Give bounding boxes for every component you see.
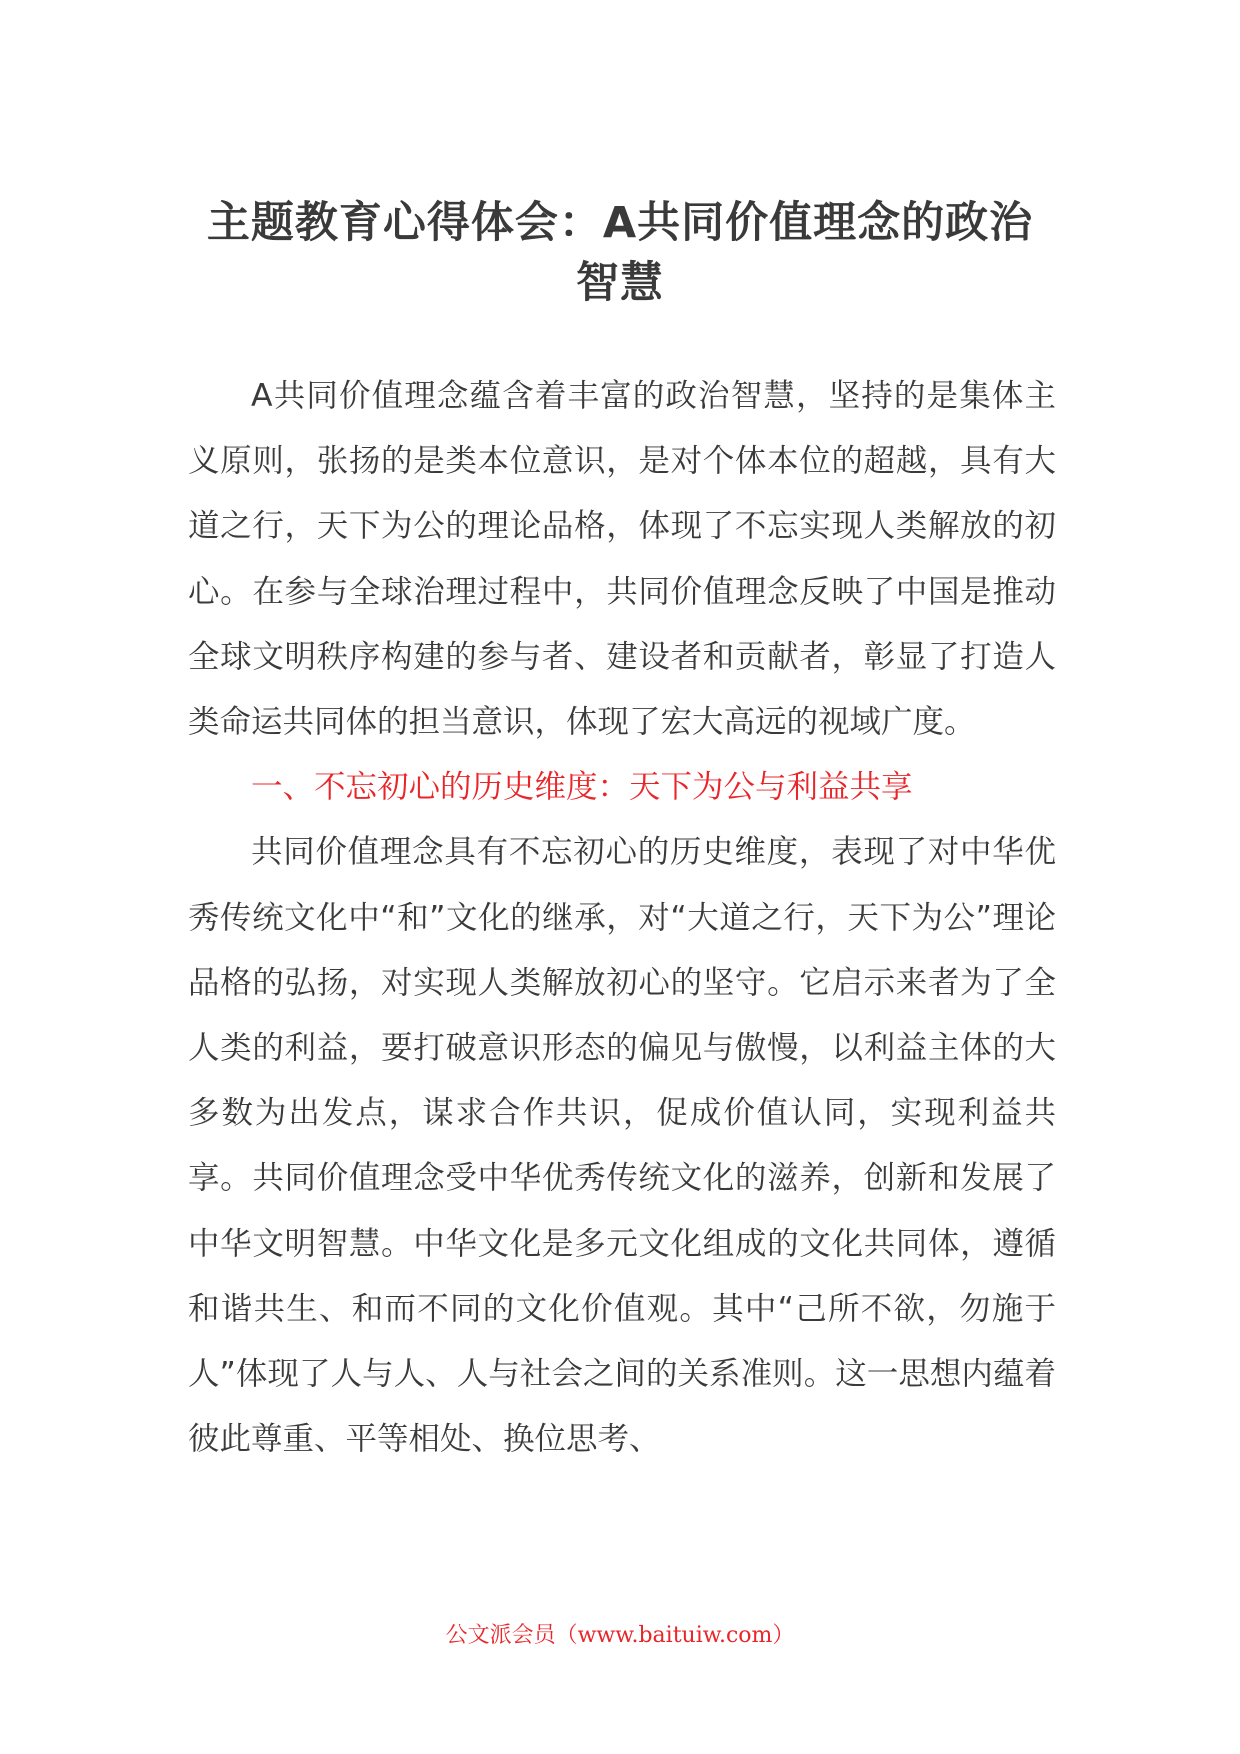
section-paragraph: 共同价值理念具有不忘初心的历史维度，表现了对中华优秀传统文化中“和”文化的继承，对“大道之行，天下为公”理论品格的弘扬，对实现人类解放初心的坚守。它启示来者为了全人类的利益，要打破意识形态的偏见与傲慢，以利益主体的大多数为出发点，谋求合作共识，促成价值认同，实现利益共享。共同价值理念受中华优秀传统文化的滋养，创新和发展了中华文明智慧。中华文化是多元文化组成的文化共同体，遵循和谐共生、和而不同的文化价值观。其中“己所不欲，勿施于人”体现了人与人、人与社会之间的关系准则。这一思想内蕴着彼此尊重、平等相处、换位思考、: [188, 834, 1056, 1458]
section-heading: 一、不忘初心的历史维度：天下为公与利益共享: [251, 769, 913, 806]
document-title: 主题教育心得体会：A共同价值理念的政治智慧: [206, 198, 1034, 308]
document-body: [188, 364, 1056, 1472]
intro-paragraph: A共同价值理念蕴含着丰富的政治智慧，坚持的是集体主义原则，张扬的是类本位意识，是对个体本位的超越，具有大道之行，天下为公的理论品格，体现了不忘实现人类解放的初心。在参与全球治理过程中，共同价值理念反映了中国是推动全球文明秩序构建的参与者、建设者和贡献者，彰显了打造人类命运共同体的担当意识，体现了宏大高远的视域广度。: [188, 378, 1056, 741]
footer-watermark: 公文派会员（www.baituiw.com）: [445, 1623, 795, 1648]
